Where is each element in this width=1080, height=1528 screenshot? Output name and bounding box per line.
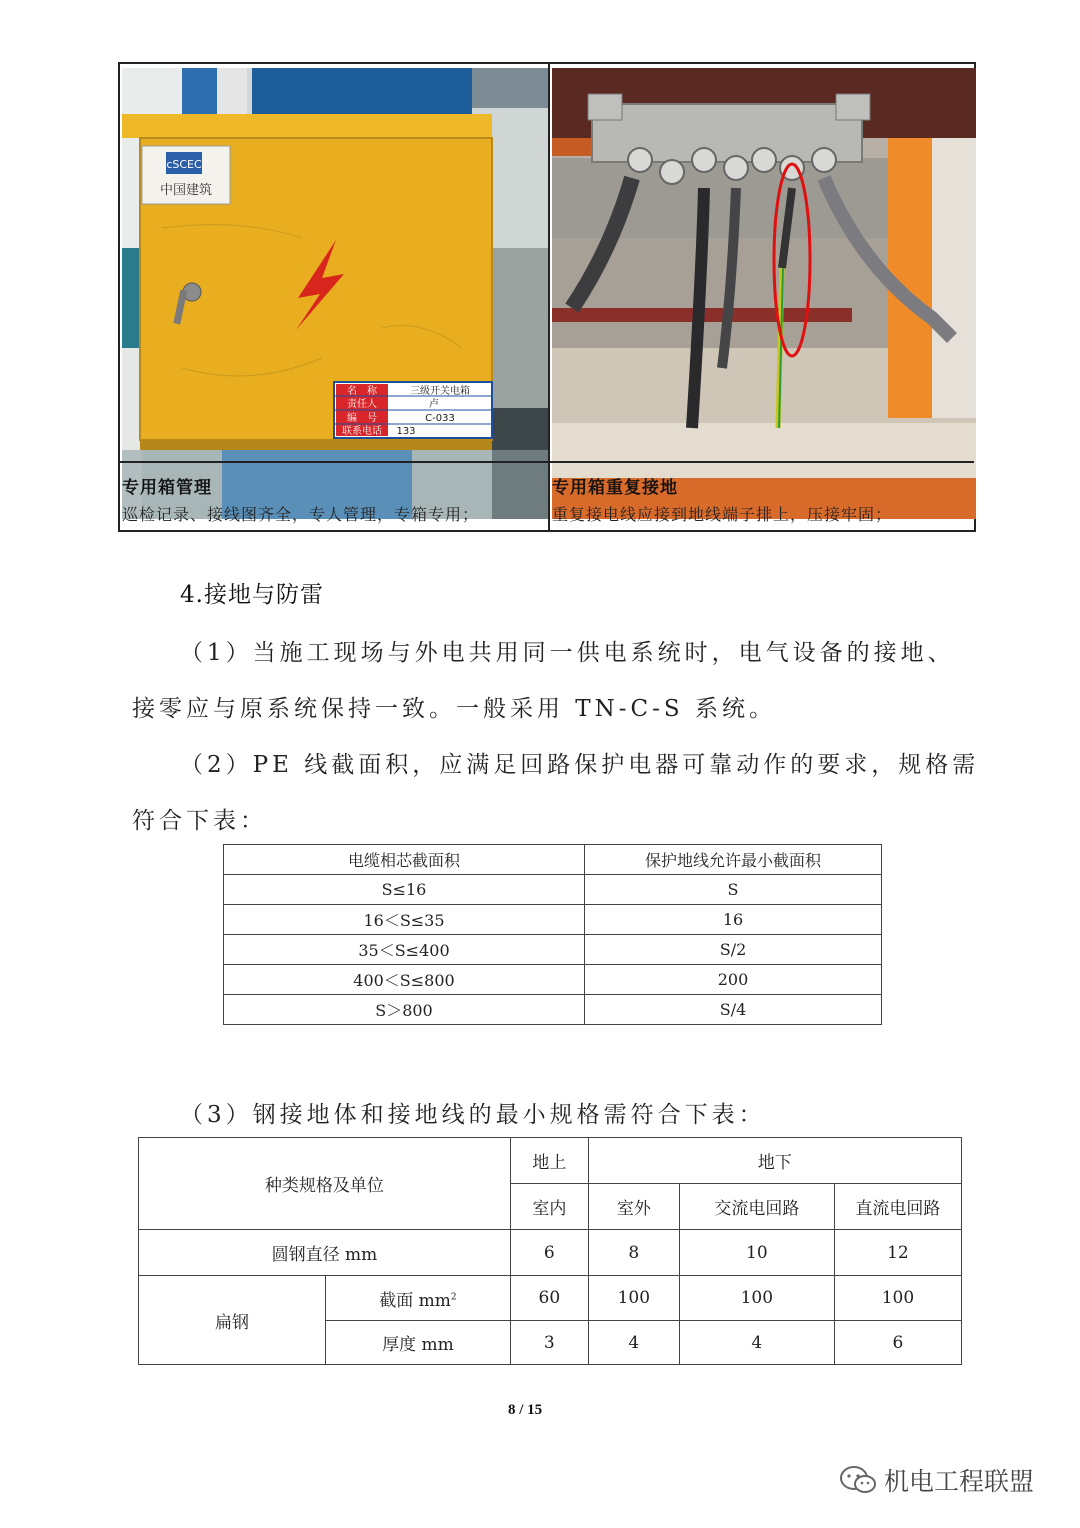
right-caption-text: 重复接电线应接到地线端子排上，压接牢固； <box>552 505 893 524</box>
header-cell: 直流电回路 <box>834 1184 961 1230</box>
table-cell: 圆钢直径 mm <box>139 1230 511 1276</box>
table-cell: 6 <box>510 1230 588 1276</box>
table-cell: 400＜S≤800 <box>224 965 585 995</box>
table-cell: 100 <box>588 1276 679 1321</box>
page-number: 8 / 15 <box>508 1402 543 1418</box>
box-brand: 中国建筑 <box>159 183 213 198</box>
left-caption-title: 专用箱管理 <box>122 478 212 498</box>
table-cell: 100 <box>679 1276 834 1321</box>
table-cell: S/2 <box>585 935 882 965</box>
paragraph-1-line-1: （1）当施工现场与外电共用同一供电系统时，电气设备的接地、 <box>180 640 955 666</box>
table-cell: 厚度 mm <box>326 1321 511 1365</box>
section-heading: 4.接地与防雷 <box>180 582 324 608</box>
steel-grounding-spec-table <box>138 1137 962 1365</box>
table-cell: 6 <box>834 1321 961 1365</box>
table-row <box>139 1230 962 1276</box>
header-cell: 电缆相芯截面积 <box>224 845 585 875</box>
left-caption-text: 巡检记录、接线图齐全，专人管理，专箱专用； <box>122 505 480 524</box>
table-cell: 60 <box>510 1276 588 1321</box>
table-cell: S <box>585 875 882 905</box>
grounding-terminal-photo <box>552 68 976 519</box>
pe-cross-section-table <box>223 844 882 1025</box>
table-cell: 100 <box>834 1276 961 1321</box>
svg-text:联系电话: 联系电话 <box>342 426 382 437</box>
table-cell: 16 <box>585 905 882 935</box>
header-cell: 保护地线允许最小截面积 <box>585 845 882 875</box>
table-cell: 16＜S≤35 <box>224 905 585 935</box>
svg-text:三级开关电箱: 三级开关电箱 <box>410 386 470 397</box>
table-cell: 4 <box>679 1321 834 1365</box>
table-row <box>224 965 882 995</box>
table-row <box>224 995 882 1025</box>
svg-text:133: 133 <box>396 426 416 437</box>
table-cell: 8 <box>588 1230 679 1276</box>
table-cell: 扁钢 <box>139 1276 326 1365</box>
paragraph-1-line-2: 接零应与原系统保持一致。一般采用 TN-C-S 系统。 <box>132 696 776 722</box>
table-cell: S≤16 <box>224 875 585 905</box>
svg-text:编 号: 编 号 <box>347 413 377 424</box>
table-cell: 12 <box>834 1230 961 1276</box>
table-cell: 10 <box>679 1230 834 1276</box>
wechat-icon <box>838 1464 878 1496</box>
paragraph-2-line-2: 符合下表： <box>132 808 267 834</box>
table-cell: 4 <box>588 1321 679 1365</box>
table-row <box>224 935 882 965</box>
table-row <box>224 875 882 905</box>
paragraph-2-line-1: （2）PE 线截面积，应满足回路保护电器可靠动作的要求，规格需 <box>180 752 980 778</box>
header-cell: 室内 <box>510 1184 588 1230</box>
table-row <box>224 905 882 935</box>
paragraph-3: （3）钢接地体和接地线的最小规格需符合下表： <box>180 1102 766 1128</box>
header-cell: 交流电回路 <box>679 1184 834 1230</box>
watermark-text: 机电工程联盟 <box>884 1467 1035 1496</box>
distribution-box-photo <box>122 68 548 519</box>
svg-text:cSCEC: cSCEC <box>166 158 202 171</box>
box-label-sticker <box>334 382 492 438</box>
header-cell: 地上 <box>510 1138 588 1184</box>
watermark <box>838 1462 1034 1498</box>
table-row <box>139 1276 962 1321</box>
header-cell: 室外 <box>588 1184 679 1230</box>
svg-text:卢: 卢 <box>429 399 439 410</box>
table-header-row <box>139 1138 962 1184</box>
photo-table <box>118 62 976 532</box>
table-cell: 3 <box>510 1321 588 1365</box>
table-header-row <box>224 845 882 875</box>
svg-text:名 称: 名 称 <box>347 386 377 397</box>
right-caption-title: 专用箱重复接地 <box>552 478 678 498</box>
table-cell: 200 <box>585 965 882 995</box>
header-cell: 种类规格及单位 <box>139 1138 511 1230</box>
table-cell: 35＜S≤400 <box>224 935 585 965</box>
table-cell: S＞800 <box>224 995 585 1025</box>
svg-text:责任人: 责任人 <box>347 399 377 410</box>
table-cell: S/4 <box>585 995 882 1025</box>
table-cell: 截面 $mm^2$ <box>326 1276 511 1321</box>
svg-text:C-033: C-033 <box>425 413 455 424</box>
header-cell: 地下 <box>588 1138 961 1184</box>
